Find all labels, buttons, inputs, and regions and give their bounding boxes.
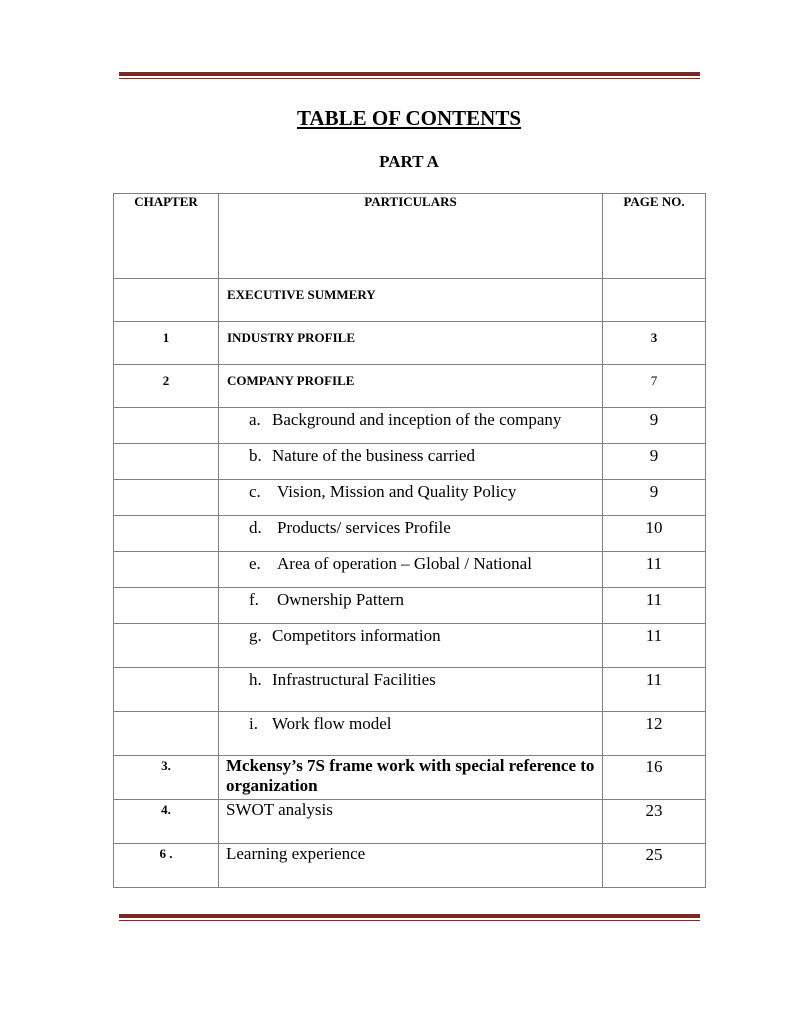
part-heading: PART A (379, 152, 439, 171)
page-number: 9 (603, 444, 706, 480)
table-row (114, 408, 706, 444)
subitem-text: Products/ services Profile (277, 518, 451, 537)
subitem-text: Vision, Mission and Quality Policy (277, 482, 517, 501)
subitem-cell (219, 516, 603, 552)
particulars-column-header: PARTICULARS (219, 194, 603, 279)
table-row (114, 756, 706, 800)
subitem-label: d. (249, 518, 262, 537)
particulars-cell: Learning experience (219, 844, 603, 888)
table-row (114, 712, 706, 756)
table-row (114, 444, 706, 480)
chapter-number: 2 (114, 365, 219, 408)
subitem-cell (219, 408, 603, 444)
subitem-text: Work flow model (272, 714, 392, 733)
subitem-label: a. (249, 410, 261, 429)
chapter-number: 3. (114, 756, 219, 800)
page-number: 16 (603, 756, 706, 800)
chapter-number: 6 . (114, 844, 219, 888)
subitem-label: i. (249, 714, 258, 733)
page-number: 12 (603, 712, 706, 756)
table-row (114, 322, 706, 365)
page-number: 9 (603, 408, 706, 444)
table-row (114, 552, 706, 588)
subitem-cell (219, 444, 603, 480)
top-decorative-rule (119, 72, 700, 79)
subitem-label: c. (249, 482, 261, 501)
page-number: 11 (603, 588, 706, 624)
particulars-cell: COMPANY PROFILE (219, 365, 603, 408)
page-number: 3 (603, 322, 706, 365)
table-row (114, 480, 706, 516)
page-title: TABLE OF CONTENTS (296, 106, 522, 130)
page-number: 11 (603, 668, 706, 712)
table-row (114, 844, 706, 888)
subitem-text: Nature of the business carried (272, 446, 475, 465)
page-number: 11 (603, 624, 706, 668)
table-row (114, 800, 706, 844)
subitem-label: h. (249, 670, 262, 689)
particulars-cell: EXECUTIVE SUMMERY (219, 279, 603, 322)
bottom-decorative-rule (119, 914, 700, 921)
particulars-cell: INDUSTRY PROFILE (219, 322, 603, 365)
subitem-cell (219, 480, 603, 516)
contents-table (113, 193, 706, 888)
subitem-text: Area of operation – Global / National (277, 554, 532, 573)
subitem-cell (219, 624, 603, 668)
subitem-label: f. (249, 590, 259, 609)
table-row (114, 279, 706, 322)
page-number: 11 (603, 552, 706, 588)
page-number: 23 (603, 800, 706, 844)
table-row (114, 624, 706, 668)
subitem-cell (219, 668, 603, 712)
table-header-row (114, 194, 706, 279)
subitem-label: b. (249, 446, 262, 465)
subitem-cell (219, 712, 603, 756)
page-column-header: PAGE NO. (603, 194, 706, 279)
page-number (603, 279, 706, 322)
page-number: 9 (603, 480, 706, 516)
subitem-text: Background and inception of the company (272, 410, 562, 429)
subitem-label: g. (249, 626, 262, 645)
chapter-number: 1 (114, 322, 219, 365)
page-number: 25 (603, 844, 706, 888)
chapter-column-header: CHAPTER (114, 194, 219, 279)
subitem-cell (219, 588, 603, 624)
chapter-number: 4. (114, 800, 219, 844)
subitem-text: Infrastructural Facilities (272, 670, 436, 689)
page-number: 10 (603, 516, 706, 552)
table-row (114, 668, 706, 712)
table-row (114, 588, 706, 624)
chapter-number (114, 279, 219, 322)
table-row (114, 365, 706, 408)
subitem-text: Competitors information (272, 626, 441, 645)
particulars-cell: SWOT analysis (219, 800, 603, 844)
page-number: 7 (603, 365, 706, 408)
subitem-text: Ownership Pattern (277, 590, 405, 609)
particulars-cell: Mckensy’s 7S frame work with special reference to organization (219, 756, 603, 800)
subitem-label: e. (249, 554, 261, 573)
subitem-cell (219, 552, 603, 588)
table-row (114, 516, 706, 552)
